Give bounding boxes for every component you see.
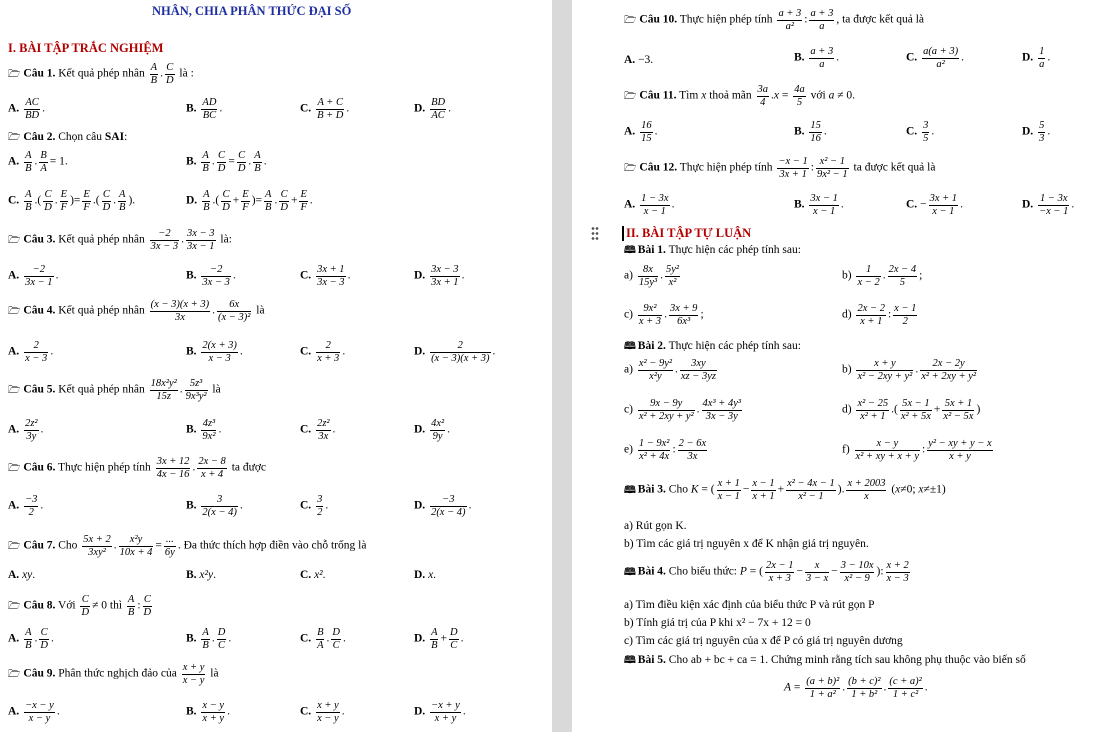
question-8: 🗁 Câu 8. Với $\frac{C}{D}$ ≠ 0 thì $\frac{A}{B}$ : $\frac{C}{D}$ bbox=[8, 594, 152, 618]
q10-option-d[interactable]: D. $\frac{1}{a}$ . bbox=[1022, 46, 1051, 70]
q3-option-d[interactable]: D. $\frac{3x - 3}{3x + 1}$ . bbox=[414, 264, 465, 288]
q12-option-d[interactable]: D. $\frac{1 - 3x}{-x - 1}$ . bbox=[1022, 193, 1075, 217]
q4-option-b[interactable]: B. $\frac{2(x + 3)}{x - 3}$ . bbox=[186, 340, 243, 364]
exercise-4: 🕮 Bài 4. Cho biểu thức: P = ( $\frac{2x - 1}{x + 3}$ − $\frac{x}{3 - x}$ − $\frac{3 - 10x}{\text{x² − 9}}$ ): $\frac{x + 2}{x - 3}$ bbox=[624, 560, 909, 584]
q2-option-b[interactable]: B. $\frac{A}{B}$ . $\frac{C}{D}$ = $\frac{C}{D}$ . $\frac{A}{B}$ . bbox=[186, 150, 267, 174]
ex2-item-a: a) $\frac{\text{x² − 9y²}}{\text{x²y}}$ . $\frac{3xy}{xz - 3yz}$ bbox=[624, 358, 716, 382]
ex3-item-a: a) Rút gọn K. bbox=[624, 520, 687, 532]
folder-icon: 🗁 bbox=[8, 305, 21, 317]
q9-option-c[interactable]: C. $\frac{x + y}{x - y}$ . bbox=[300, 700, 345, 724]
q7-option-a[interactable]: A. xy. bbox=[8, 569, 36, 581]
folder-icon: 🗁 bbox=[8, 384, 21, 396]
q8-option-c[interactable]: C. $\frac{B}{A}$ . $\frac{D}{C}$ . bbox=[300, 627, 346, 651]
q1-option-c[interactable]: C. $\frac{A + C}{B + D}$ . bbox=[300, 97, 350, 121]
ex3-item-b: b) Tìm các giá trị nguyên x để K nhận giá trị nguyên. bbox=[624, 538, 869, 550]
question-6: 🗁 Câu 6. Thực hiện phép tính $\frac{3x + 12}{4x - 16}$ . $\frac{2x - 8}{x + 4}$ ta được bbox=[8, 456, 267, 480]
q2-option-d[interactable]: D. $\frac{A}{B}$ .( $\frac{C}{D}$ + $\frac{E}{F}$ )= $\frac{A}{B}$ . $\frac{C}{D}$ + $\frac{E}{F}$ . bbox=[186, 189, 313, 213]
section-essay: II. BÀI TẬP TỰ LUẬN bbox=[622, 226, 751, 241]
q8-option-a[interactable]: A. $\frac{A}{B}$ . $\frac{C}{D}$ . bbox=[8, 627, 54, 651]
q11-option-d[interactable]: D. $\frac{5}{3}$ . bbox=[1022, 120, 1051, 144]
exercise-5: 🕮 Bài 5. Cho ab + bc + ca = 1. Chứng minh rằng tích sau không phụ thuộc vào biến số bbox=[624, 654, 1026, 666]
q6-option-a[interactable]: A. $\frac{-3}{2}$ . bbox=[8, 494, 44, 518]
q10-option-c[interactable]: C. $\frac{a(a + 3)}{\text{a²}}$ . bbox=[906, 46, 965, 70]
ex1-item-d: d) $\frac{2x - 2}{x + 1}$ : $\frac{x - 1}{2}$ bbox=[842, 303, 917, 327]
ex2-item-f: f) $\frac{x - y}{\text{x² + xy + x + y}}$ : $\frac{\text{y² − xy + y − x}}{x + y}$ bbox=[842, 438, 992, 462]
q3-option-b[interactable]: B. $\frac{-2}{3x - 3}$ . bbox=[186, 264, 236, 288]
folder-icon: 🗁 bbox=[8, 668, 21, 680]
folder-icon: 🗁 bbox=[8, 234, 21, 246]
q11-option-c[interactable]: C. $\frac{3}{5}$ . bbox=[906, 120, 935, 144]
question-10: 🗁 Câu 10. Thực hiện phép tính $\frac{a + 3}{\text{a²}}$ : $\frac{a + 3}{a}$ , ta được kết quả là bbox=[624, 8, 924, 32]
q11-option-b[interactable]: B. $\frac{15}{16}$ . bbox=[794, 120, 827, 144]
book-icon: 🕮 bbox=[624, 484, 636, 496]
q7-option-c[interactable]: C. x². bbox=[300, 569, 326, 581]
ex2-item-b: b) $\frac{x + y}{\text{x² − 2xy + y²}}$ . $\frac{2x - 2y}{\text{x² + 2xy + y²}}$ bbox=[842, 358, 977, 382]
q5-option-a[interactable]: A. $\frac{\text{2z²}}{3y}$ . bbox=[8, 418, 44, 442]
page-gutter bbox=[552, 0, 572, 732]
q4-option-c[interactable]: C. $\frac{2}{x + 3}$ . bbox=[300, 340, 346, 364]
ex1-item-c: c) $\frac{\text{9x²}}{x + 3}$ . $\frac{3x + 9}{\text{6x³}}$ ; bbox=[624, 303, 704, 327]
ex4-item-b: b) Tính giá trị của P khi x² − 7x + 12 = 0 bbox=[624, 617, 811, 629]
drag-handle-icon[interactable] bbox=[591, 226, 599, 242]
q3-option-c[interactable]: C. $\frac{3x + 1}{3x - 3}$ . bbox=[300, 264, 351, 288]
folder-icon: 🗁 bbox=[624, 162, 637, 174]
question-1: 🗁 Câu 1. Kết quả phép nhân $\frac{A}{B}$ . $\frac{C}{D}$ là : bbox=[8, 62, 194, 86]
q9-option-b[interactable]: B. $\frac{x - y}{x + y}$ . bbox=[186, 700, 230, 724]
ex2-item-e: e) $\frac{\text{1 − 9x²}}{\text{x² + 4x}}$ : $\frac{2 - 6x}{3x}$ bbox=[624, 438, 707, 462]
left-page bbox=[0, 0, 552, 732]
question-3: 🗁 Câu 3. Kết quả phép nhân $\frac{-2}{3x - 3}$ . $\frac{3x - 3}{3x - 1}$ là: bbox=[8, 228, 232, 252]
q7-option-b[interactable]: B. x²y. bbox=[186, 569, 216, 581]
ex1-item-a: a) $\frac{8x}{\text{15y³}}$ . $\frac{\text{5y²}}{\text{x²}}$ bbox=[624, 264, 680, 288]
folder-icon: 🗁 bbox=[8, 462, 21, 474]
ex2-item-d: d) $\frac{\text{x² − 25}}{\text{x² + 1}}$ .( $\frac{5x - 1}{\text{x² + 5x}}$ + $\frac{5x + 1}{\text{x² − 5x}}$ ) bbox=[842, 398, 981, 422]
question-11: 🗁 Câu 11. Tìm x thoả mãn $\frac{3a}{4}$ .x = $\frac{4a}{5}$ với a ≠ 0. bbox=[624, 84, 855, 108]
q6-option-c[interactable]: C. $\frac{3}{2}$ . bbox=[300, 494, 329, 518]
q4-option-d[interactable]: D. $\frac{2}{(x - 3)(x + 3)}$ . bbox=[414, 340, 496, 364]
q6-option-b[interactable]: B. $\frac{3}{2(x - 4)}$ . bbox=[186, 494, 243, 518]
book-icon: 🕮 bbox=[624, 566, 636, 578]
ex4-item-a: a) Tìm điều kiện xác định của biểu thức P và rút gọn P bbox=[624, 599, 875, 611]
question-4: 🗁 Câu 4. Kết quả phép nhân $\frac{(x - 3)(x + 3)}{3x}$ . $\frac{6x}{\text{(x − 3)²}}$ là bbox=[8, 299, 265, 323]
folder-icon: 🗁 bbox=[8, 68, 21, 80]
q2-option-a[interactable]: A. $\frac{A}{B}$ . $\frac{B}{A}$ = 1. bbox=[8, 150, 68, 174]
exercise-1: 🕮 Bài 1. Thực hiện các phép tính sau: bbox=[624, 244, 801, 256]
q12-option-b[interactable]: B. $\frac{3x - 1}{x - 1}$ . bbox=[794, 193, 844, 217]
folder-icon: 🗁 bbox=[8, 132, 21, 143]
q12-option-a[interactable]: A. $\frac{1 - 3x}{x - 1}$ . bbox=[624, 193, 675, 217]
q1-option-b[interactable]: B. $\frac{AD}{BC}$ . bbox=[186, 97, 223, 121]
book-icon: 🕮 bbox=[624, 655, 636, 666]
q7-option-d[interactable]: D. x. bbox=[414, 569, 437, 581]
q3-option-a[interactable]: A. $\frac{-2}{3x - 1}$ . bbox=[8, 264, 59, 288]
question-12: 🗁 Câu 12. Thực hiện phép tính $\frac{-x - 1}{3x + 1}$ : $\frac{\text{x² − 1}}{\text{9x² − 1}}$ ta được kết quả là bbox=[624, 156, 936, 180]
question-2: 🗁 Câu 2. Chọn câu SAI: bbox=[8, 131, 128, 143]
folder-icon: 🗁 bbox=[624, 14, 637, 26]
ex5-formula: A = $\frac{\text{(a + b)²}}{\text{1 + a²}}$ . $\frac{\text{(b + c)²}}{\text{1 + b²}}$ . $\frac{\text{(c + a)²}}{\text{1 + c²}}$ . bbox=[784, 676, 928, 700]
q5-option-c[interactable]: C. $\frac{\text{2z²}}{3x}$ . bbox=[300, 418, 336, 442]
q10-option-a[interactable]: A. −3. bbox=[624, 54, 654, 66]
book-icon: 🕮 bbox=[624, 245, 636, 256]
ex2-item-c: c) $\frac{9x - 9y}{\text{x² + 2xy + y²}}$ . $\frac{\text{4x³ + 4y³}}{3x - 3y}$ bbox=[624, 398, 741, 422]
q1-option-a[interactable]: A. $\frac{AC}{BD}$ . bbox=[8, 97, 45, 121]
q9-option-d[interactable]: D. $\frac{-x + y}{x + y}$ . bbox=[414, 700, 466, 724]
exercise-3: 🕮 Bài 3. Cho K = ( $\frac{x + 1}{x - 1}$ − $\frac{x - 1}{x + 1}$ + $\frac{\text{x² − 4x − 1}}{\text{x² − 1}}$ ). $\frac{x + 2003}{x}$ (x≠0; x≠±1) bbox=[624, 478, 946, 502]
folder-icon: 🗁 bbox=[624, 90, 637, 102]
folder-icon: 🗁 bbox=[8, 540, 21, 552]
question-7: 🗁 Câu 7. Cho $\frac{5x + 2}{\text{3xy²}}$ . $\frac{\text{x²y}}{10x + 4}$ = ... 6y . Đa thức thích hợp điền vào chỗ trống là bbox=[8, 534, 367, 558]
section-multiple-choice: I. BÀI TẬP TRẮC NGHIỆM bbox=[8, 41, 164, 55]
ex1-item-b: b) $\frac{1}{x - 2}$ . $\frac{2x - 4}{5}$ ; bbox=[842, 264, 923, 288]
q5-option-b[interactable]: B. $\frac{\text{4z³}}{\text{9x²}}$ . bbox=[186, 418, 222, 442]
q8-option-b[interactable]: B. $\frac{A}{B}$ . $\frac{D}{C}$ . bbox=[186, 627, 232, 651]
q11-option-a[interactable]: A. $\frac{16}{15}$ . bbox=[624, 120, 658, 144]
folder-icon: 🗁 bbox=[8, 600, 21, 612]
ex4-item-c: c) Tìm các giá trị nguyên của x để P có giá trị nguyên dương bbox=[624, 635, 903, 647]
q8-option-d[interactable]: D. $\frac{A}{B}$ + $\frac{D}{C}$ . bbox=[414, 627, 464, 651]
q5-option-d[interactable]: D. $\frac{\text{4x²}}{9y}$ . bbox=[414, 418, 450, 442]
q6-option-d[interactable]: D. $\frac{-3}{2(x - 4)}$ . bbox=[414, 494, 472, 518]
q4-option-a[interactable]: A. $\frac{2}{x - 3}$ . bbox=[8, 340, 54, 364]
doc-title: NHÂN, CHIA PHÂN THỨC ĐẠI SỐ bbox=[152, 4, 352, 18]
question-9: 🗁 Câu 9. Phân thức nghịch đảo của $\frac{x + y}{x - y}$ là bbox=[8, 662, 219, 686]
q2-option-c[interactable]: C. $\frac{A}{B}$ .( $\frac{C}{D}$ . $\frac{E}{F}$ )= $\frac{E}{F}$ .( $\frac{C}{D}$ . $\frac{A}{B}$ ). bbox=[8, 189, 136, 213]
question-5: 🗁 Câu 5. Kết quả phép nhân $\frac{\text{18x²y²}}{15z}$ . $\frac{\text{5z³}}{\text{9x³y²}}$ là bbox=[8, 378, 221, 402]
q10-option-b[interactable]: B. $\frac{a + 3}{a}$ . bbox=[794, 46, 840, 70]
q12-option-c[interactable]: C. − $\frac{3x + 1}{x - 1}$ . bbox=[906, 193, 963, 217]
exercise-2: 🕮 Bài 2. Thực hiện các phép tính sau: bbox=[624, 340, 801, 352]
q9-option-a[interactable]: A. $\frac{-x - y}{x - y}$ . bbox=[8, 700, 60, 724]
book-icon: 🕮 bbox=[624, 341, 636, 352]
q1-option-d[interactable]: D. $\frac{BD}{AC}$ . bbox=[414, 97, 451, 121]
